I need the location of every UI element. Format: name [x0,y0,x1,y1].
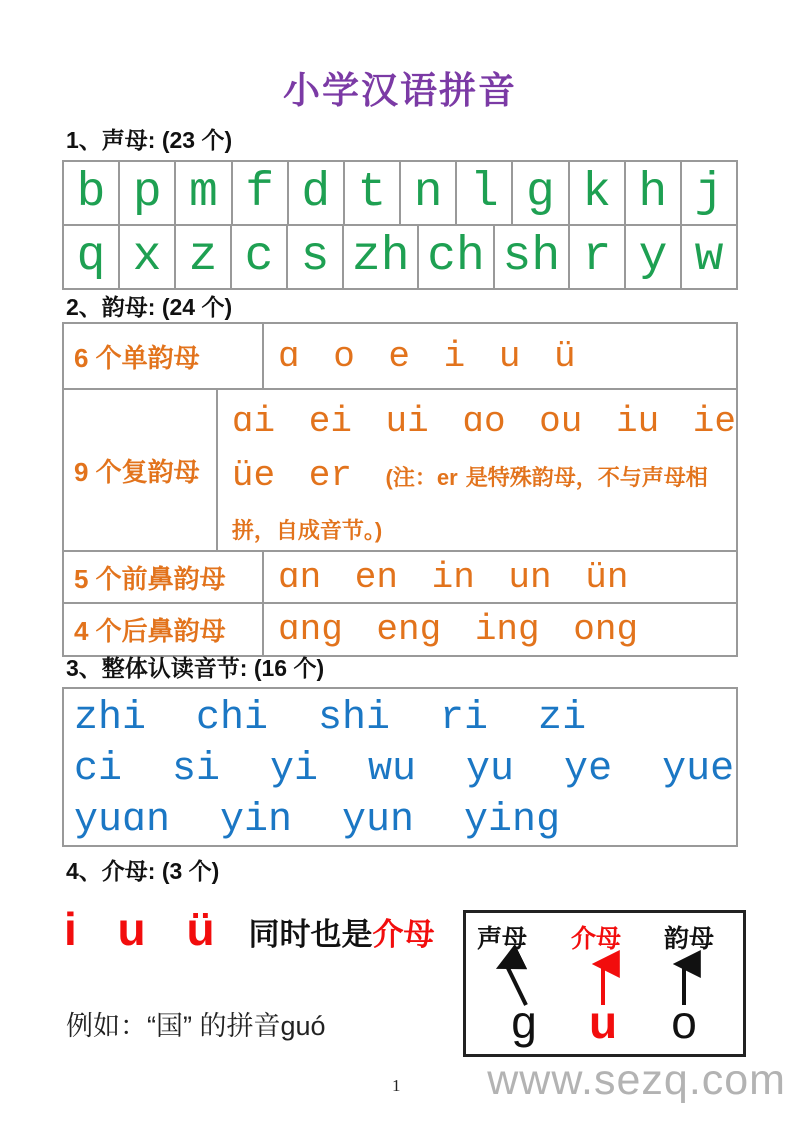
whole-syllables-line2: ci si yi wu yu ye yue [74,747,735,792]
diagram-letter-u: u [588,996,618,1048]
back-nasal-finals-content: ɑng eng ing ong [278,609,639,650]
initials-row-2 [64,224,736,288]
initial-cell: w [694,230,724,284]
diagram-label-jiemu: 介母 [570,925,622,953]
initial-cell: q [64,226,120,288]
initial-cell: r [570,226,626,288]
initial-cell: x [120,226,176,288]
page-title: 小学汉语拼音 [283,70,517,111]
medial-letters: i u ü [64,903,229,955]
simple-finals-row [64,324,736,388]
watermark: www.sezq.com [487,1056,786,1104]
page-number: 1 [392,1076,401,1095]
diagram-letter-g: g [511,996,537,1048]
initial-cell: t [345,162,401,224]
initial-cell: m [176,162,232,224]
initials-row-1 [64,162,736,224]
er-note: (注：er 是特殊韵母，不与声母相拼，自成音节。) [231,465,708,543]
initial-cell: f [233,162,289,224]
initial-cell: d [289,162,345,224]
diagram-label-shengmu: 声母 [476,925,528,953]
front-nasal-finals-row [64,550,736,602]
whole-syllables-line3: yuɑn yin yun ying [74,798,561,843]
initial-cell: g [513,162,569,224]
section1-heading: 1、声母: (23 个) [66,127,233,153]
initial-cell: k [570,162,626,224]
simple-finals-label: 6 个单韵母 [64,324,264,388]
initial-cell: h [626,162,682,224]
example-line: 例如：“国” 的拼音guó [66,1011,326,1041]
initials-table [62,160,738,290]
initial-cell: zh [344,226,419,288]
initial-cell: s [288,226,344,288]
section2-heading: 2、韵母: (24 个) [66,294,233,320]
initial-cell: sh [495,226,570,288]
finals-table [62,322,738,657]
section3-heading: 3、整体认读音节: (16 个) [66,655,325,681]
front-nasal-finals-content: ɑn en in un ün [278,556,629,598]
initial-cell: p [120,162,176,224]
initial-cell: y [626,226,682,288]
initial-cell: l [457,162,513,224]
initial-cell: b [64,162,120,224]
back-nasal-finals-row [64,602,736,655]
simple-finals-content: ɑ o e i u ü [278,335,576,377]
compound-finals-uee-er: üe er [231,455,386,496]
section4-heading: 4、介母: (3 个) [66,858,220,884]
medial-statement-black: 同时也是 [248,917,373,952]
whole-syllables-box [62,687,738,847]
initial-cell: j [694,166,724,220]
compound-finals-label: 9 个复韵母 [64,390,218,550]
initial-cell: c [232,226,288,288]
diagram-label-yunmu: 韵母 [663,925,715,953]
whole-syllables-line1: zhi chi shi ri zi [74,696,587,741]
initial-cell: z [176,226,232,288]
front-nasal-finals-label: 5 个前鼻韵母 [64,552,264,602]
diagram-letter-o: o [671,996,697,1048]
medial-statement-red: 介母 [372,917,435,952]
guo-diagram-box [463,910,746,1057]
compound-finals-row [64,388,736,550]
back-nasal-finals-label: 4 个后鼻韵母 [64,604,264,655]
compound-finals-line2 [232,448,736,553]
medial-statement [64,902,435,956]
compound-finals-content [218,390,736,550]
initial-cell: n [401,162,457,224]
compound-finals-line1: ɑi ei ui ɑo ou iu ie [231,401,736,442]
initial-cell: ch [419,226,494,288]
